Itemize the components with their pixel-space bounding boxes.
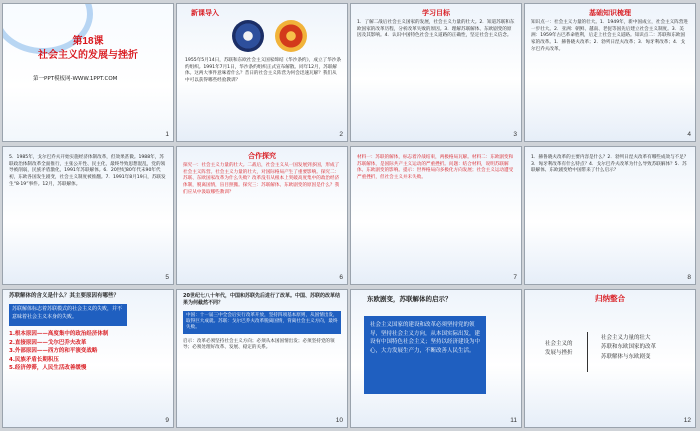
slide-thumbnail-2[interactable] bbox=[176, 3, 348, 142]
slide-7-body: 材料一：苏联的解体，标志着冷战结束，两极格局瓦解。材料二：东欧剧变和苏联解体，是国际共产主义运动的严重挫折。问题：结合材料，说明苏联解体、东欧剧变的影响。提示：世界格局向多极化方向发展；社会主义运动遭受严重挫折，但社会主义并未失败。 bbox=[357, 155, 514, 180]
slide-thumbnail-1[interactable] bbox=[2, 3, 174, 142]
summary-branches bbox=[601, 334, 656, 362]
slide-1-title: 社会主义的发展与挫折 bbox=[38, 50, 138, 61]
slide-number: 4 bbox=[687, 130, 691, 138]
slide-thumbnail-5[interactable] bbox=[2, 146, 174, 285]
slide-thumbnail-6[interactable] bbox=[176, 146, 348, 285]
summary-branch: 社会主义力量的壮大 bbox=[601, 335, 651, 341]
slide-8-body: 1．赫鲁晓夫改革的主要内容是什么？2．勃列日涅夫改革有哪些成效与不足？3．匈牙利改革有什么特点？4．戈尔巴乔夫改革为什么导致苏联解体？5．苏联解体、东欧剧变给中国带来了什么启示？ bbox=[531, 155, 689, 174]
slide-9-heading: 苏联解体的含义是什么？其主要原因有哪些？ bbox=[9, 293, 120, 299]
slide-10-heading: 20世纪七八十年代，中国和苏联先后进行了改革。中国、苏联的改革结果为何截然不同？ bbox=[183, 293, 340, 307]
slide-number: 8 bbox=[687, 273, 691, 281]
slide-11-panel: 社会主义国家的建设和改革必须坚持党的领导，坚持社会主义方向，从本国实际出发，建设有中国特色社会主义；坚持以经济建设为中心，大力发展生产力，不断改善人民生活。 bbox=[364, 316, 486, 394]
slide-number: 3 bbox=[513, 130, 517, 138]
slide-thumbnail-4[interactable] bbox=[524, 3, 696, 142]
summary-brace bbox=[587, 332, 599, 372]
slide-thumbnail-3[interactable] bbox=[350, 3, 522, 142]
list-item: 1.根本原因——高度集中的政治经济体制 bbox=[9, 331, 109, 337]
slide-number: 7 bbox=[513, 273, 517, 281]
slide-12-heading: 归纳整合 bbox=[595, 294, 625, 303]
list-item: 4.民族矛盾长期积压 bbox=[9, 356, 59, 363]
slide-number: 10 bbox=[335, 416, 343, 424]
list-item: 2.直接原因——戈尔巴乔夫改革 bbox=[9, 339, 87, 346]
slide-thumbnail-9[interactable] bbox=[2, 289, 174, 428]
summary-root-line-2: 发展与挫折 bbox=[545, 349, 573, 356]
slide-3-heading: 学习目标 bbox=[422, 9, 450, 17]
slide-1-footer: 第一PPT模板网-WWW.1PPT.COM bbox=[33, 76, 118, 82]
slide-number: 1 bbox=[165, 130, 169, 138]
slide-number: 6 bbox=[339, 273, 343, 281]
slide-9-panel: 苏联解体标志着苏联模式的社会主义的失败，并不意味着社会主义本身的失败。 bbox=[9, 304, 127, 326]
slide-number: 5 bbox=[165, 273, 169, 281]
slide-number: 9 bbox=[165, 416, 169, 424]
slide-4-body: 知识点一：社会主义力量的壮大。1．1949年，新中国成立，社会主义阵营进一步壮大。2．亚洲：朝鲜、越南、老挝等国先后建立社会主义制度。3．美洲：1959年古巴革命胜利，后走上社会主义道路。知识点二：苏联和东欧国家的改革。1．赫鲁晓夫改革；2．勃列日涅夫改革；3．匈牙利改革；4．戈尔巴乔夫改革。 bbox=[531, 20, 689, 52]
slide-1-lesson-number: 第18课 bbox=[72, 36, 104, 47]
slide-number: 2 bbox=[339, 130, 343, 138]
slide-2-heading: 新课导入 bbox=[191, 9, 219, 17]
slide-5-body: 5．1985年，戈尔巴乔夫开始实施经济体制改革，但效果甚微。1988年，苏联政治体制改革全面推行，主张公开性、民主化，最终导致思想混乱，党的领导被削弱，民族矛盾激化，1991年苏联解体。6．20世纪80年代末90年代初，东欧各国发生剧变，社会主义制度被推翻。7．1991年8月19日，苏联发生“8·19”事件。12月，苏联解体。 bbox=[9, 155, 166, 187]
slide-thumbnail-12[interactable] bbox=[524, 289, 696, 428]
summary-branch: 苏联解体与东欧剧变 bbox=[601, 353, 651, 360]
slide-11-heading: 东欧剧变，苏联解体的启示？ bbox=[367, 295, 452, 303]
slide-thumbnail-8[interactable] bbox=[524, 146, 696, 285]
slide-6-heading: 合作探究 bbox=[248, 152, 276, 160]
list-item: 3.外部原因——西方的和平演变战略 bbox=[9, 348, 98, 355]
nato-emblem-icon bbox=[232, 20, 264, 52]
slide-9-list bbox=[9, 330, 108, 373]
slide-thumbnail-10[interactable] bbox=[176, 289, 348, 428]
summary-root bbox=[545, 340, 573, 358]
slide-6-body: 探究一：社会主义力量的壮大。二战后，社会主义从一国发展到多国，形成了社会主义阵营。社会主义力量的壮大，对国际格局产生了重要影响。探究二：苏联、东欧国家改革为什么失败？改革没有从根本上突破高度集中的政治经济体制，脱离国情，盲目照搬。探究三：苏联解体、东欧剧变的原因是什么？我们应从中汲取哪些教训？ bbox=[183, 163, 340, 195]
summary-branch: 苏联和东欧国家的改革 bbox=[601, 344, 657, 351]
summary-root-line-1: 社会主义的 bbox=[545, 341, 573, 347]
slide-4-heading: 基础知识梳理 bbox=[589, 9, 631, 17]
slide-number: 12 bbox=[683, 416, 691, 424]
slide-10-body: 启示：改革必须坚持社会主义方向；必须从本国国情出发；必须坚持党的领导；必须处理好改革、发展、稳定的关系。 bbox=[183, 338, 335, 351]
slide-number: 11 bbox=[510, 416, 517, 424]
slide-thumbnail-7[interactable] bbox=[350, 146, 522, 285]
warsaw-pact-emblem-icon bbox=[275, 20, 307, 52]
slide-2-body: 1955年5月14日，苏联和东欧社会主义国家缔结《华沙条约》，成立了华沙条约组织。1991年7月1日，华沙条约组织正式宣布解散。同年12月，苏联解体。这两大事件意味着什么？昔日的社会主义阵营为何会迅速瓦解？我们从中可以获得哪些经验教训？ bbox=[185, 58, 341, 83]
slide-3-body: 1．了解二战后社会主义国家的发展，社会主义力量的壮大。2．知道苏联和东欧国家的改革历程，分析改革失败的原因。3．理解苏联解体、东欧剧变的原因及其影响。4．认识中国特色社会主义道路的正确性，坚定社会主义信念。 bbox=[357, 20, 515, 39]
slide-10-panel: 中国：十一届三中全会后实行改革开放，坚持四项基本原则，从国情出发，取得巨大成就。苏联：戈尔巴乔夫改革脱离国情，背离社会主义方向，最终失败。 bbox=[183, 311, 341, 334]
slide-thumbnail-11[interactable] bbox=[350, 289, 522, 428]
list-item: 5.经济停滞，人民生活改善缓慢 bbox=[9, 365, 87, 372]
